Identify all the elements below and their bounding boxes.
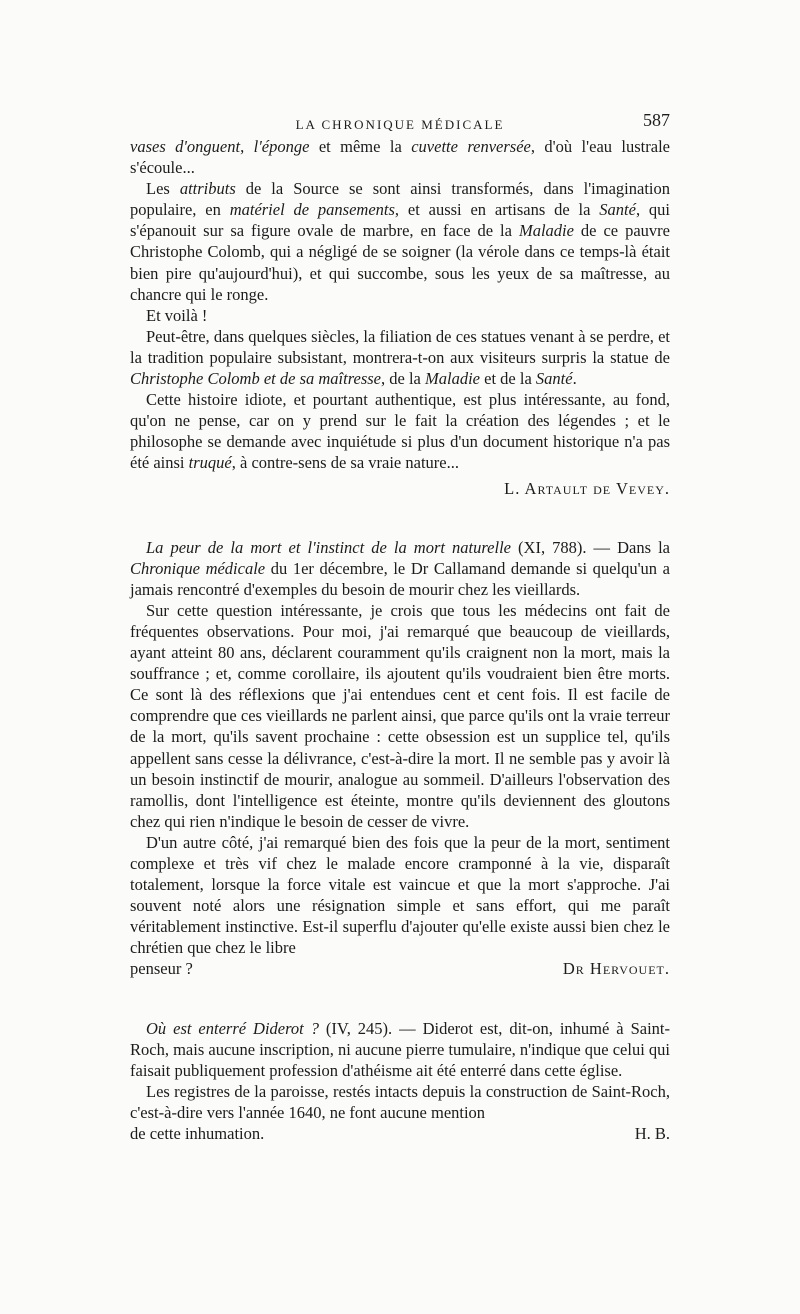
paragraph: vases d'onguent, l'éponge et même la cuvette renversée, d'où l'eau lustrale s'écoule... [130, 137, 670, 178]
running-title: LA CHRONIQUE MÉDICALE [295, 117, 505, 132]
paragraph: Sur cette question intéressante, je crois que tous les médecins ont fait de fréquentes observations. Pour moi, j'ai remarqué que beaucoup de vieillards, ayant atteint 80 ans, déclarent couramment qu'ils craignent non la mort, mais la souffrance ; et, comme corollaire, ils ajoutent qu'ils voudraient bien être morts. Ce sont là des réflexions que j'ai entendues cent et cent fois. Il est facile de comprendre que ces vieillards ne parlent ainsi, que parce qu'ils ont la vraie terreur de la mort, qu'ils savent prochaine : cette obsession est un supplice tel, qu'ils appellent sans cesse la délivrance, c'est-à-dire la mort. Il ne semble pas y avoir là un besoin instinctif de mourir, analogue au sommeil. D'ailleurs l'observation des ramollis, dont l'intelligence est éteinte, montre qu'ils deviennent des gloutons chez qui rien n'indique le besoin de cesser de vivre. [130, 600, 670, 831]
running-header [130, 112, 670, 132]
paragraph: Les attributs de la Source se sont ainsi transformés, dans l'imagination populaire, en matériel de pansements, et aussi en artisans de la Santé, qui s'épanouit sur sa figure ovale de marbre, en face de la Maladie de ce pauvre Christophe Colomb, qui a négligé de se soigner (la vérole dans ce temps-là était bien pire qu'aujourd'hui), et qui succombe, sous les yeux de sa maîtresse, au chancre qui le ronge. [130, 179, 670, 304]
signature-line [130, 958, 670, 979]
page [130, 112, 670, 1144]
paragraph: La peur de la mort et l'instinct de la mort naturelle (XI, 788). — Dans la Chronique médicale du 1er décembre, le Dr Callamand demande si quelqu'un a jamais rencontré d'exemples du besoin de mourir chez les vieillards. [130, 537, 670, 599]
signature: L. Artault de Vevey. [504, 478, 670, 498]
paragraph: Les registres de la paroisse, restés intacts depuis la construction de Saint-Roch, c'est-à-dire vers l'année 1640, ne font aucune mention [130, 1081, 670, 1122]
article-diderot [130, 1018, 670, 1145]
page-number: 587 [643, 110, 670, 130]
last-line: penseur ? [130, 959, 193, 979]
article-statues [130, 136, 670, 499]
article-peur-de-la-mort [130, 537, 670, 980]
signature: Dr Hervouet. [562, 959, 670, 979]
paragraph: D'un autre côté, j'ai remarqué bien des fois que la peur de la mort, sentiment complexe et très vif chez le malade encore cramponné à la vie, disparaît totalement, lorsque la force vitale est vaincue et que la mort s'approche. J'ai souvent noté alors une résignation simple et sans effort, qui me paraît véritablement instinctive. Est-il superflu d'ajouter qu'elle existe aussi bien chez le chrétien que chez le libre [130, 832, 670, 958]
paragraph: Où est enterré Diderot ? (IV, 245). — Diderot est, dit-on, inhumé à Saint-Roch, mais aucune inscription, ni aucune pierre tumulaire, n'indique que celui qui faisait publiquement profession d'athéisme ait été enterré dans cette église. [130, 1018, 670, 1080]
paragraph: Et voilà ! [146, 305, 208, 325]
paragraph: Peut-être, dans quelques siècles, la filiation de ces statues venant à se perdre, et la tradition populaire subsistant, montrera-t-on aux visiteurs surpris la statue de Christophe Colomb et de sa maîtresse, de la Maladie et de la Santé. [130, 326, 670, 389]
paragraph: Cette histoire idiote, et pourtant authentique, est plus intéressante, au fond, qu'on ne pense, car on y prend sur le fait la création des légendes ; et le philosophe se demande avec inquiétude si plus d'un document historique n'a pas été ainsi truqué, à contre-sens de sa vraie nature... [130, 390, 670, 473]
last-line: de cette inhumation. [130, 1124, 265, 1144]
signature-line [130, 1123, 670, 1144]
signature: H. B. [634, 1124, 670, 1144]
